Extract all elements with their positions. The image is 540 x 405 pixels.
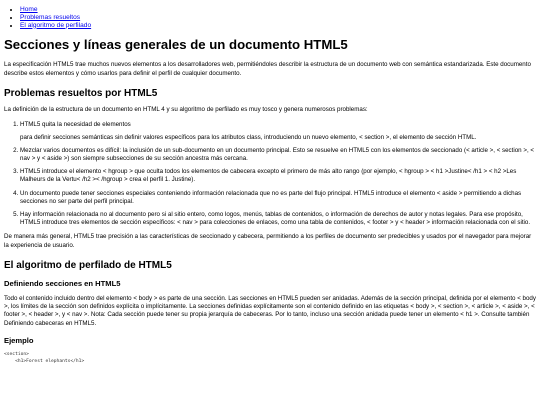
- problem-item-text: HTML5 introduce el elemento < hgroup > que oculta todos los elementos de cabecera excepto el primero de más alto rango (por ejemplo, < hgroup > < h1 >Justine< /h1 > < h2 >Les Malheurs de la Vertu< /h2 >< /hgroup > crea el perfil 1. Justine).: [20, 168, 517, 184]
- problem-item: [20, 168, 536, 184]
- nav-item-home: [20, 6, 536, 14]
- nav-link-algorithm[interactable]: El algoritmo de perfilado: [20, 21, 92, 29]
- problem-item-text: Mezclar varios documentos es difícil: la inclusión de un sub-documento en un documento principal. Esto se resuelve en HTML5 con los elementos de seccionado (< article >, < section >, < nav > y < aside >) son siempre subsecciones de su sección ancestra más cercana.: [20, 146, 535, 163]
- page-nav: [4, 6, 536, 29]
- example-heading: Ejemplo: [4, 335, 34, 345]
- algorithm-heading: El algoritmo de perfilado de HTML5: [4, 259, 172, 271]
- problems-list: [4, 121, 536, 228]
- problems-lead: La definición de la estructura de un documento en HTML 4 y su algoritmo de perfilado es muy tosco y genera numerosos problemas:: [4, 106, 368, 114]
- problem-item: [20, 121, 536, 142]
- nav-link-problems[interactable]: Problemas resueltos: [20, 13, 81, 21]
- example-code-block: [4, 352, 536, 366]
- problems-summary: De manera más general, HTML5 trae precisión a las características de seccionado y cabecera, permitiendo a los perfiles de documento ser predecibles y usados por el navegador para mejorar la experiencia de usuario.: [4, 233, 532, 249]
- sections-subheading: Definiendo secciones en HTML5: [4, 279, 121, 289]
- code-line: <section>: [4, 352, 29, 358]
- page-title: Secciones y líneas generales de un documento HTML5: [4, 37, 348, 53]
- sections-paragraph: Todo el contenido incluido dentro del elemento < body > es parte de una sección. Las secciones en HTML5 pueden ser anidadas. Además de la sección principal, definida por el elemento < body >, los límites de la sección son definidos explícita o implícitamente. La secciones definidas explícitamente son el contenido definido en las etiquetas < body >, < section >, < article >, < aside >, < footer >, < header >, y < nav >. Nota: Cada sección puede tener su propia jerarquía de cabeceras. Por lo tanto, incluso una sección anidada puede tener un elemento < h1 >. Consulte también Definiendo cabeceras en HTML5.: [4, 295, 536, 327]
- problem-item-text: HTML5 quita la necesidad de elementos: [20, 120, 131, 128]
- problem-item: [20, 190, 536, 206]
- problems-heading: Problemas resueltos por HTML5: [4, 87, 158, 99]
- nav-item-problems: [20, 14, 536, 22]
- nav-item-algorithm: [20, 22, 536, 30]
- intro-paragraph: La especificación HTML5 trae muchos nuevos elementos a los desarrolladores web, permitiéndoles describir la estructura de un documento web con semántica estandarizada. Este documento describe estos elementos y cómo usarlos para definir el perfil de cualquier documento.: [4, 61, 531, 77]
- problem-item: [20, 211, 536, 227]
- problem-item-text: Hay información relacionada no al documento pero si al sitio entero, como logos, menús, tablas de contenidos, o información de derechos de autor y notas legales. Para ese propósito, HTML5 introduce tres elementos de sección específicos: < nav > para colecciones de enlaces, como una tabla de contenidos, < footer > y < header > información relacionada con el sitio.: [20, 211, 531, 227]
- code-line: <h1>Forest elephants</h1>: [4, 359, 85, 365]
- problem-item: [20, 147, 536, 163]
- nav-link-home[interactable]: Home: [20, 6, 38, 13]
- problem-item-subtext: para definir secciones semánticas sin definir valores específicos para los atributos class, introduciendo un nuevo elemento, < section >, el elemento de sección HTML.: [20, 133, 477, 141]
- problem-item-text: Un documento puede tener secciones especiales conteniendo información relacionada que no es parte del flujo principal. HTML5 introduce el elemento < aside > permitiendo a dichas secciones no ser parte del perfil principal.: [20, 189, 522, 205]
